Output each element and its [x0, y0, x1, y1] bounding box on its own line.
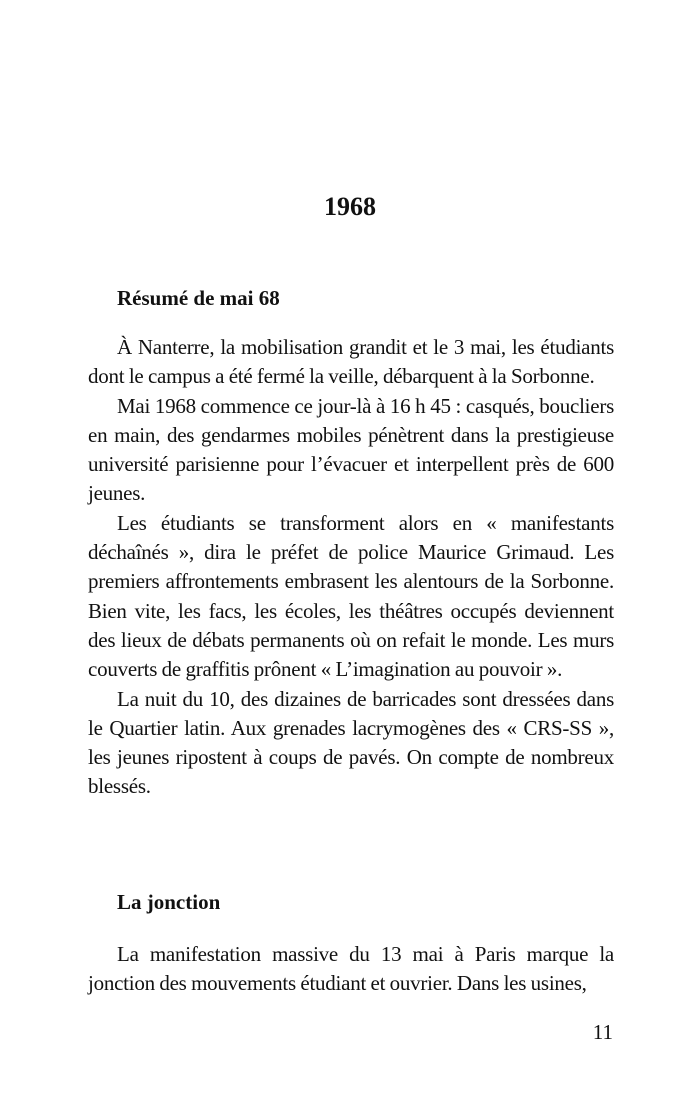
page-number: 11 — [592, 1020, 613, 1044]
paragraph: À Nanterre, la mobilisation grandit et le 3 mai, les étudiants dont le campus a été fermé la veille, débarquent à la Sorbonne. — [88, 335, 614, 389]
section-heading-jonction: La jonction — [117, 890, 221, 914]
paragraph: La manifestation massive du 13 mai à Paris marque la jonction des mouvements étudiant et ouvrier. Dans les usines, — [88, 942, 614, 996]
section-heading-resume: Résumé de mai 68 — [117, 286, 280, 310]
section-body-jonction — [88, 940, 614, 999]
section-body-resume — [88, 333, 614, 802]
chapter-title: 1968 — [324, 192, 376, 221]
paragraph: Les étudiants se transforment alors en « manifestants déchaînés », dira le préfet de police Maurice Grimaud. Les premiers affrontements embrasent les alentours de la Sorbonne. Bien vite, les facs, les écoles, les théâtres occupés deviennent des lieux de débats permanents où on refait le monde. Les murs couverts de graffitis prônent « L’imagination au pouvoir ». — [88, 510, 614, 682]
paragraph: Mai 1968 commence ce jour-là à 16 h 45 : casqués, boucliers en main, des gendarmes mobiles pénètrent dans la prestigieuse université parisienne pour l’évacuer et interpellent près de 600 jeunes. — [88, 393, 614, 506]
paragraph: La nuit du 10, des dizaines de barricades sont dressées dans le Quartier latin. Aux grenades lacrymogènes des « CRS-SS », les jeunes ripostent à coups de pavés. On compte de nombreux blessés. — [88, 686, 614, 799]
